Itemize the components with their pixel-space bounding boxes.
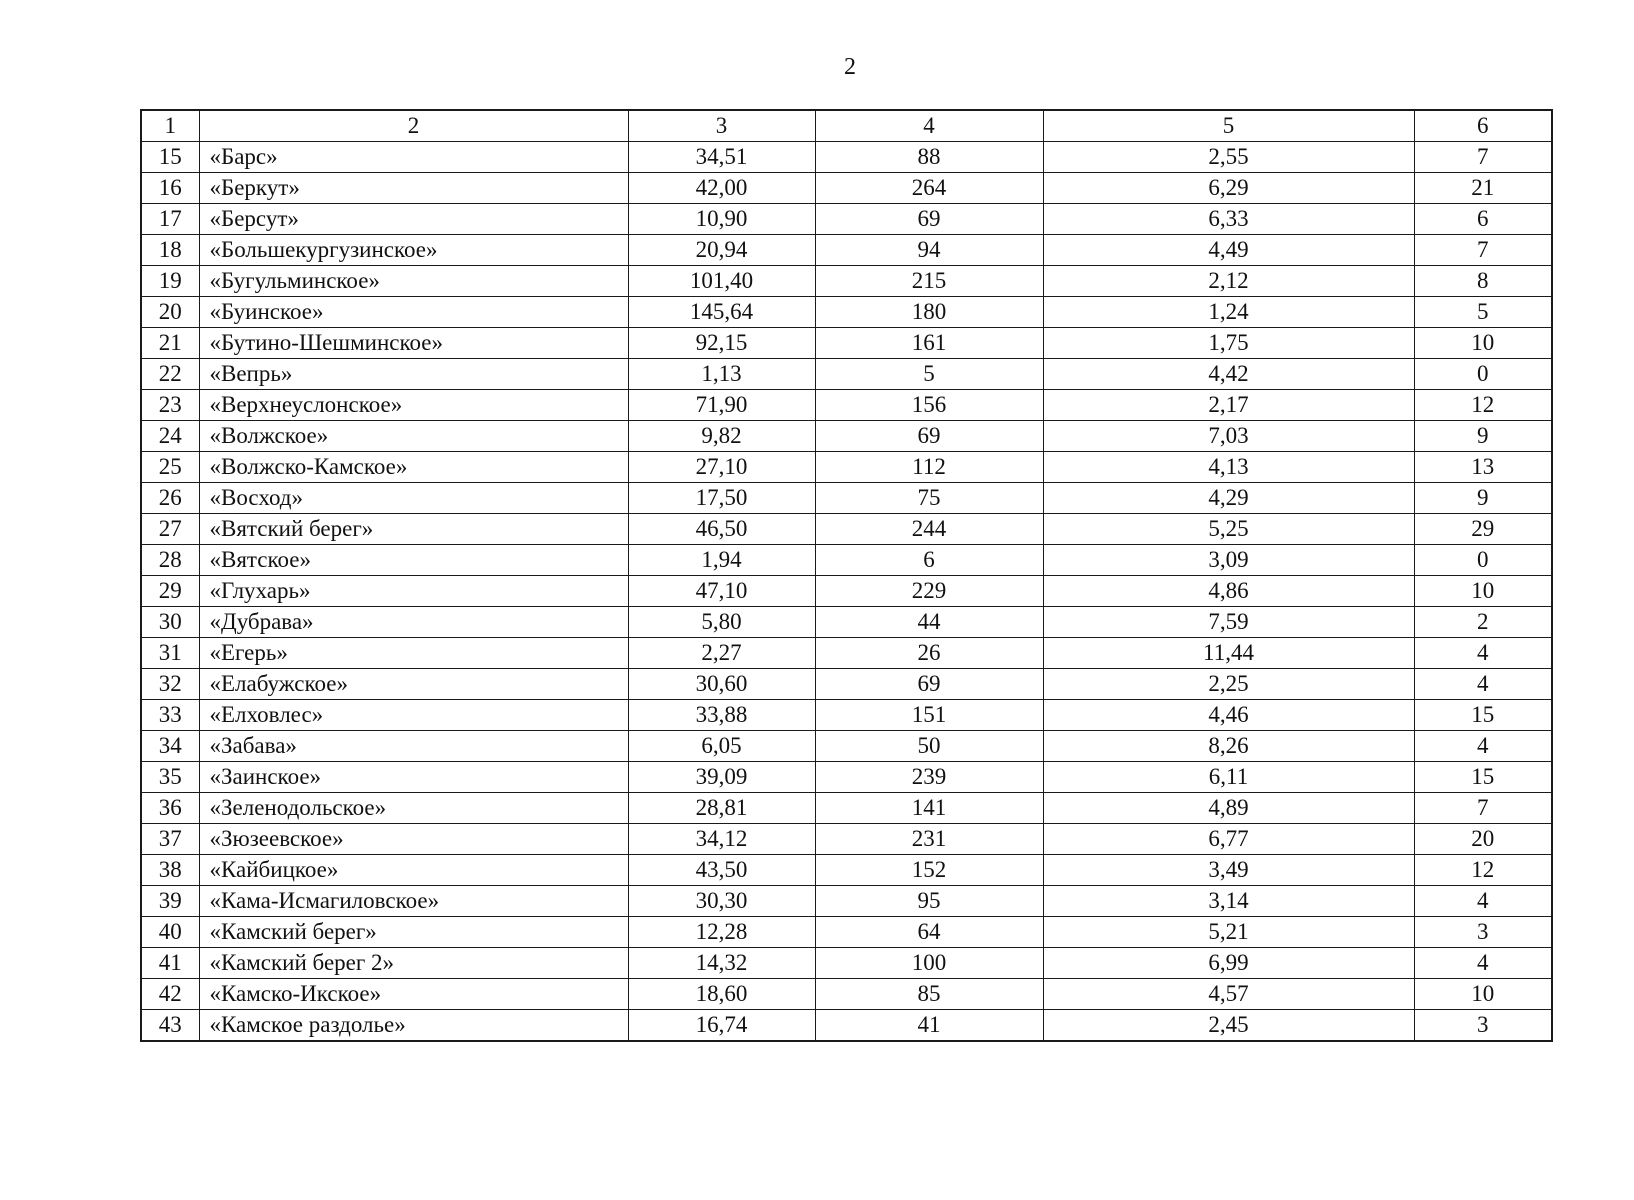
density-cell: 7,59	[1043, 607, 1414, 638]
density-cell: 4,29	[1043, 483, 1414, 514]
name-cell: «Елабужское»	[199, 669, 628, 700]
count-cell: 69	[815, 421, 1043, 452]
table-row	[141, 917, 1552, 948]
quota-cell: 4	[1414, 948, 1552, 979]
name-cell: «Дубрава»	[199, 607, 628, 638]
table-row	[141, 700, 1552, 731]
name-cell: «Вепрь»	[199, 359, 628, 390]
name-cell: «Беркут»	[199, 173, 628, 204]
count-cell: 231	[815, 824, 1043, 855]
row-number-cell: 18	[141, 235, 199, 266]
table-row	[141, 545, 1552, 576]
row-number-cell: 38	[141, 855, 199, 886]
table-row	[141, 421, 1552, 452]
density-cell: 4,89	[1043, 793, 1414, 824]
area-cell: 5,80	[628, 607, 815, 638]
row-number-cell: 20	[141, 297, 199, 328]
row-number-cell: 15	[141, 142, 199, 173]
area-cell: 39,09	[628, 762, 815, 793]
name-cell: «Восход»	[199, 483, 628, 514]
row-number-cell: 32	[141, 669, 199, 700]
name-cell: «Волжское»	[199, 421, 628, 452]
area-cell: 28,81	[628, 793, 815, 824]
row-number-cell: 34	[141, 731, 199, 762]
quota-cell: 10	[1414, 328, 1552, 359]
name-cell: «Большекургузинское»	[199, 235, 628, 266]
quota-cell: 0	[1414, 545, 1552, 576]
count-cell: 69	[815, 204, 1043, 235]
count-cell: 69	[815, 669, 1043, 700]
table-row	[141, 824, 1552, 855]
density-cell: 3,14	[1043, 886, 1414, 917]
quota-cell: 29	[1414, 514, 1552, 545]
row-number-cell: 19	[141, 266, 199, 297]
name-cell: «Барс»	[199, 142, 628, 173]
area-cell: 34,51	[628, 142, 815, 173]
area-cell: 101,40	[628, 266, 815, 297]
area-cell: 17,50	[628, 483, 815, 514]
quota-cell: 5	[1414, 297, 1552, 328]
quota-cell: 0	[1414, 359, 1552, 390]
header-row	[141, 110, 1552, 142]
header-cell-2: 2	[199, 110, 628, 142]
count-cell: 88	[815, 142, 1043, 173]
count-cell: 95	[815, 886, 1043, 917]
density-cell: 2,12	[1043, 266, 1414, 297]
density-cell: 3,49	[1043, 855, 1414, 886]
area-cell: 46,50	[628, 514, 815, 545]
table-row	[141, 762, 1552, 793]
count-cell: 244	[815, 514, 1043, 545]
name-cell: «Камский берег»	[199, 917, 628, 948]
row-number-cell: 23	[141, 390, 199, 421]
name-cell: «Берсут»	[199, 204, 628, 235]
quota-cell: 20	[1414, 824, 1552, 855]
density-cell: 3,09	[1043, 545, 1414, 576]
row-number-cell: 16	[141, 173, 199, 204]
name-cell: «Буинское»	[199, 297, 628, 328]
area-cell: 9,82	[628, 421, 815, 452]
count-cell: 180	[815, 297, 1043, 328]
table-row	[141, 142, 1552, 173]
header-cell-6: 6	[1414, 110, 1552, 142]
name-cell: «Забава»	[199, 731, 628, 762]
density-cell: 4,57	[1043, 979, 1414, 1010]
count-cell: 41	[815, 1010, 1043, 1042]
table-row	[141, 266, 1552, 297]
table-row	[141, 514, 1552, 545]
density-cell: 4,49	[1043, 235, 1414, 266]
name-cell: «Егерь»	[199, 638, 628, 669]
area-cell: 42,00	[628, 173, 815, 204]
name-cell: «Зюзеевское»	[199, 824, 628, 855]
density-cell: 5,21	[1043, 917, 1414, 948]
table-row	[141, 638, 1552, 669]
count-cell: 141	[815, 793, 1043, 824]
row-number-cell: 43	[141, 1010, 199, 1042]
area-cell: 30,30	[628, 886, 815, 917]
name-cell: «Вятский берег»	[199, 514, 628, 545]
name-cell: «Камский берег 2»	[199, 948, 628, 979]
table-row	[141, 1010, 1552, 1042]
count-cell: 156	[815, 390, 1043, 421]
header-cell-5: 5	[1043, 110, 1414, 142]
area-cell: 47,10	[628, 576, 815, 607]
density-cell: 8,26	[1043, 731, 1414, 762]
count-cell: 64	[815, 917, 1043, 948]
quota-cell: 4	[1414, 886, 1552, 917]
quota-cell: 9	[1414, 421, 1552, 452]
quota-cell: 12	[1414, 390, 1552, 421]
table-row	[141, 731, 1552, 762]
table-row	[141, 173, 1552, 204]
row-number-cell: 35	[141, 762, 199, 793]
density-cell: 4,46	[1043, 700, 1414, 731]
name-cell: «Зеленодольское»	[199, 793, 628, 824]
density-cell: 6,77	[1043, 824, 1414, 855]
hunting-grounds-table	[140, 109, 1553, 1042]
name-cell: «Камское раздолье»	[199, 1010, 628, 1042]
count-cell: 161	[815, 328, 1043, 359]
area-cell: 1,94	[628, 545, 815, 576]
count-cell: 6	[815, 545, 1043, 576]
table-body	[141, 110, 1552, 1041]
header-cell-1: 1	[141, 110, 199, 142]
count-cell: 239	[815, 762, 1043, 793]
name-cell: «Кама-Исмагиловское»	[199, 886, 628, 917]
table-row	[141, 793, 1552, 824]
row-number-cell: 26	[141, 483, 199, 514]
quota-cell: 10	[1414, 979, 1552, 1010]
count-cell: 85	[815, 979, 1043, 1010]
name-cell: «Глухарь»	[199, 576, 628, 607]
row-number-cell: 27	[141, 514, 199, 545]
density-cell: 2,55	[1043, 142, 1414, 173]
row-number-cell: 21	[141, 328, 199, 359]
name-cell: «Кайбицкое»	[199, 855, 628, 886]
density-cell: 5,25	[1043, 514, 1414, 545]
density-cell: 7,03	[1043, 421, 1414, 452]
density-cell: 1,24	[1043, 297, 1414, 328]
table-row	[141, 948, 1552, 979]
density-cell: 4,42	[1043, 359, 1414, 390]
name-cell: «Елховлес»	[199, 700, 628, 731]
count-cell: 26	[815, 638, 1043, 669]
density-cell: 6,11	[1043, 762, 1414, 793]
quota-cell: 10	[1414, 576, 1552, 607]
density-cell: 4,13	[1043, 452, 1414, 483]
quota-cell: 15	[1414, 762, 1552, 793]
count-cell: 5	[815, 359, 1043, 390]
header-cell-4: 4	[815, 110, 1043, 142]
count-cell: 50	[815, 731, 1043, 762]
density-cell: 6,29	[1043, 173, 1414, 204]
density-cell: 1,75	[1043, 328, 1414, 359]
density-cell: 4,86	[1043, 576, 1414, 607]
quota-cell: 12	[1414, 855, 1552, 886]
area-cell: 14,32	[628, 948, 815, 979]
table-row	[141, 669, 1552, 700]
quota-cell: 7	[1414, 142, 1552, 173]
area-cell: 33,88	[628, 700, 815, 731]
table-row	[141, 886, 1552, 917]
density-cell: 2,45	[1043, 1010, 1414, 1042]
count-cell: 112	[815, 452, 1043, 483]
row-number-cell: 17	[141, 204, 199, 235]
row-number-cell: 22	[141, 359, 199, 390]
quota-cell: 15	[1414, 700, 1552, 731]
area-cell: 30,60	[628, 669, 815, 700]
area-cell: 2,27	[628, 638, 815, 669]
table-row	[141, 979, 1552, 1010]
table-row	[141, 607, 1552, 638]
table-row	[141, 359, 1552, 390]
quota-cell: 13	[1414, 452, 1552, 483]
area-cell: 10,90	[628, 204, 815, 235]
row-number-cell: 41	[141, 948, 199, 979]
area-cell: 43,50	[628, 855, 815, 886]
row-number-cell: 42	[141, 979, 199, 1010]
row-number-cell: 40	[141, 917, 199, 948]
table-row	[141, 328, 1552, 359]
table-row	[141, 297, 1552, 328]
row-number-cell: 39	[141, 886, 199, 917]
quota-cell: 21	[1414, 173, 1552, 204]
area-cell: 71,90	[628, 390, 815, 421]
quota-cell: 4	[1414, 669, 1552, 700]
quota-cell: 3	[1414, 917, 1552, 948]
density-cell: 11,44	[1043, 638, 1414, 669]
area-cell: 145,64	[628, 297, 815, 328]
area-cell: 12,28	[628, 917, 815, 948]
row-number-cell: 25	[141, 452, 199, 483]
count-cell: 75	[815, 483, 1043, 514]
count-cell: 264	[815, 173, 1043, 204]
density-cell: 6,33	[1043, 204, 1414, 235]
quota-cell: 7	[1414, 793, 1552, 824]
row-number-cell: 24	[141, 421, 199, 452]
name-cell: «Заинское»	[199, 762, 628, 793]
quota-cell: 3	[1414, 1010, 1552, 1042]
row-number-cell: 28	[141, 545, 199, 576]
row-number-cell: 33	[141, 700, 199, 731]
area-cell: 6,05	[628, 731, 815, 762]
quota-cell: 8	[1414, 266, 1552, 297]
row-number-cell: 30	[141, 607, 199, 638]
count-cell: 229	[815, 576, 1043, 607]
count-cell: 152	[815, 855, 1043, 886]
name-cell: «Верхнеуслонское»	[199, 390, 628, 421]
density-cell: 6,99	[1043, 948, 1414, 979]
count-cell: 44	[815, 607, 1043, 638]
area-cell: 92,15	[628, 328, 815, 359]
area-cell: 1,13	[628, 359, 815, 390]
area-cell: 27,10	[628, 452, 815, 483]
density-cell: 2,17	[1043, 390, 1414, 421]
quota-cell: 2	[1414, 607, 1552, 638]
count-cell: 151	[815, 700, 1043, 731]
area-cell: 20,94	[628, 235, 815, 266]
table-row	[141, 483, 1552, 514]
table-row	[141, 452, 1552, 483]
area-cell: 18,60	[628, 979, 815, 1010]
area-cell: 16,74	[628, 1010, 815, 1042]
name-cell: «Волжско-Камское»	[199, 452, 628, 483]
count-cell: 94	[815, 235, 1043, 266]
quota-cell: 4	[1414, 638, 1552, 669]
table-row	[141, 390, 1552, 421]
name-cell: «Вятское»	[199, 545, 628, 576]
name-cell: «Бутино-Шешминское»	[199, 328, 628, 359]
count-cell: 100	[815, 948, 1043, 979]
row-number-cell: 36	[141, 793, 199, 824]
row-number-cell: 29	[141, 576, 199, 607]
quota-cell: 7	[1414, 235, 1552, 266]
area-cell: 34,12	[628, 824, 815, 855]
table-row	[141, 576, 1552, 607]
quota-cell: 4	[1414, 731, 1552, 762]
count-cell: 215	[815, 266, 1043, 297]
header-cell-3: 3	[628, 110, 815, 142]
name-cell: «Камско-Икское»	[199, 979, 628, 1010]
quota-cell: 9	[1414, 483, 1552, 514]
row-number-cell: 31	[141, 638, 199, 669]
table-row	[141, 204, 1552, 235]
page-number: 2	[844, 54, 856, 80]
quota-cell: 6	[1414, 204, 1552, 235]
row-number-cell: 37	[141, 824, 199, 855]
name-cell: «Бугульминское»	[199, 266, 628, 297]
table-row	[141, 855, 1552, 886]
density-cell: 2,25	[1043, 669, 1414, 700]
table-row	[141, 235, 1552, 266]
